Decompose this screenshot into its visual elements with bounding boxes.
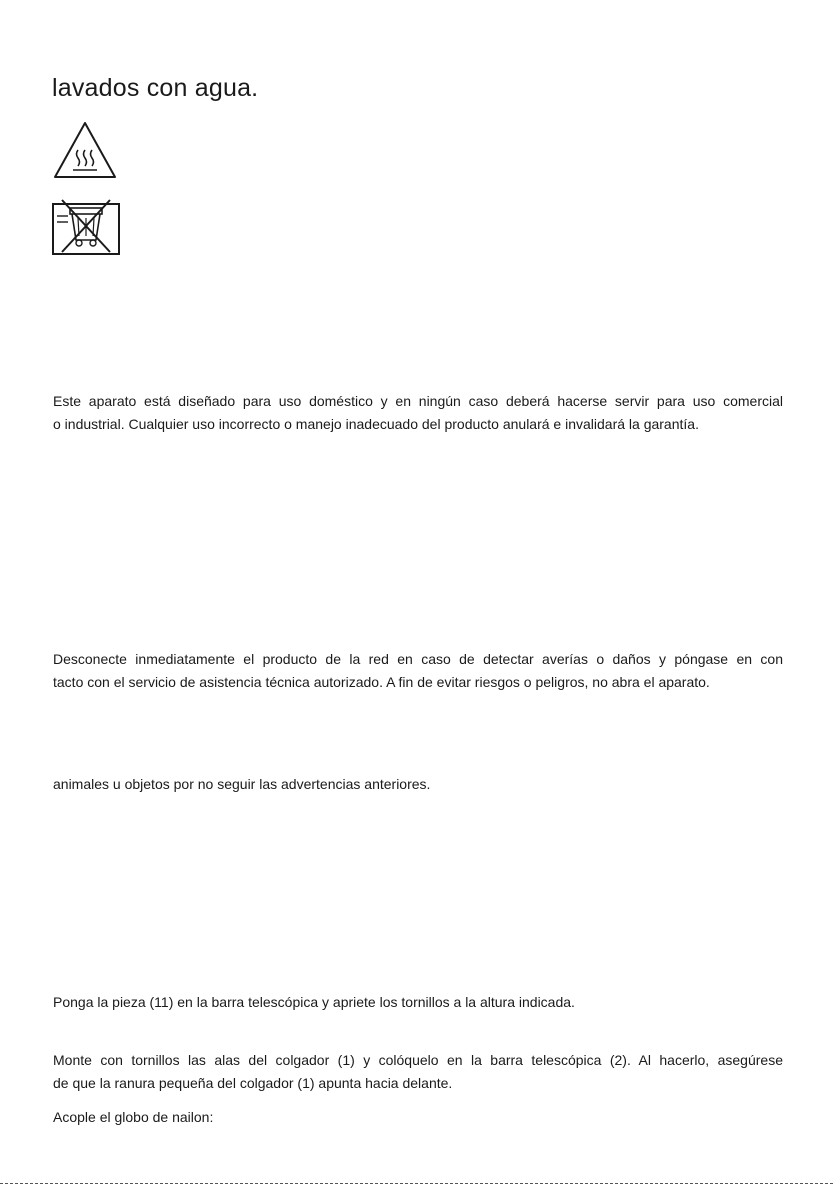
paragraph-step-hanger	[53, 1049, 783, 1095]
paragraph-step-piece	[53, 991, 783, 1014]
hot-surface-warning-icon	[52, 120, 118, 178]
paragraph-line: animales u objetos por no seguir las advertencias anteriores.	[53, 776, 431, 792]
paragraph-line: Este aparato está diseñado para uso doméstico y en ningún caso deberá hacerse servir para uso comercial	[53, 393, 783, 409]
paragraph-warnings	[53, 773, 783, 796]
paragraph-line: tacto con el servicio de asistencia técnica autorizado. A fin de evitar riesgos o peligros, no abra el aparato.	[53, 674, 710, 690]
paragraph-line: Ponga la pieza (11) en la barra telescópica y apriete los tornillos a la altura indicada.	[53, 994, 575, 1010]
paragraph-domestic-use	[53, 390, 783, 436]
page-heading: lavados con agua.	[52, 74, 259, 102]
paragraph-line: Acople el globo de nailon:	[53, 1109, 214, 1125]
paragraph-line: Desconecte inmediatamente el producto de la red en caso de detectar averías o daños y póngase en con	[53, 651, 783, 667]
paragraph-line: Monte con tornillos las alas del colgador (1) y colóquelo en la barra telescópica (2). Al hacerlo, asegúrese	[53, 1052, 783, 1068]
paragraph-disconnect	[53, 648, 783, 694]
crossed-out-wheelie-bin-icon	[52, 198, 118, 256]
paragraph-line: o industrial. Cualquier uso incorrecto o manejo inadecuado del producto anulará e invalidará la garantía.	[53, 416, 699, 432]
paragraph-step-nylon	[53, 1106, 783, 1129]
footer-divider	[0, 1183, 833, 1184]
paragraph-line: de que la ranura pequeña del colgador (1) apunta hacia delante.	[53, 1075, 453, 1091]
